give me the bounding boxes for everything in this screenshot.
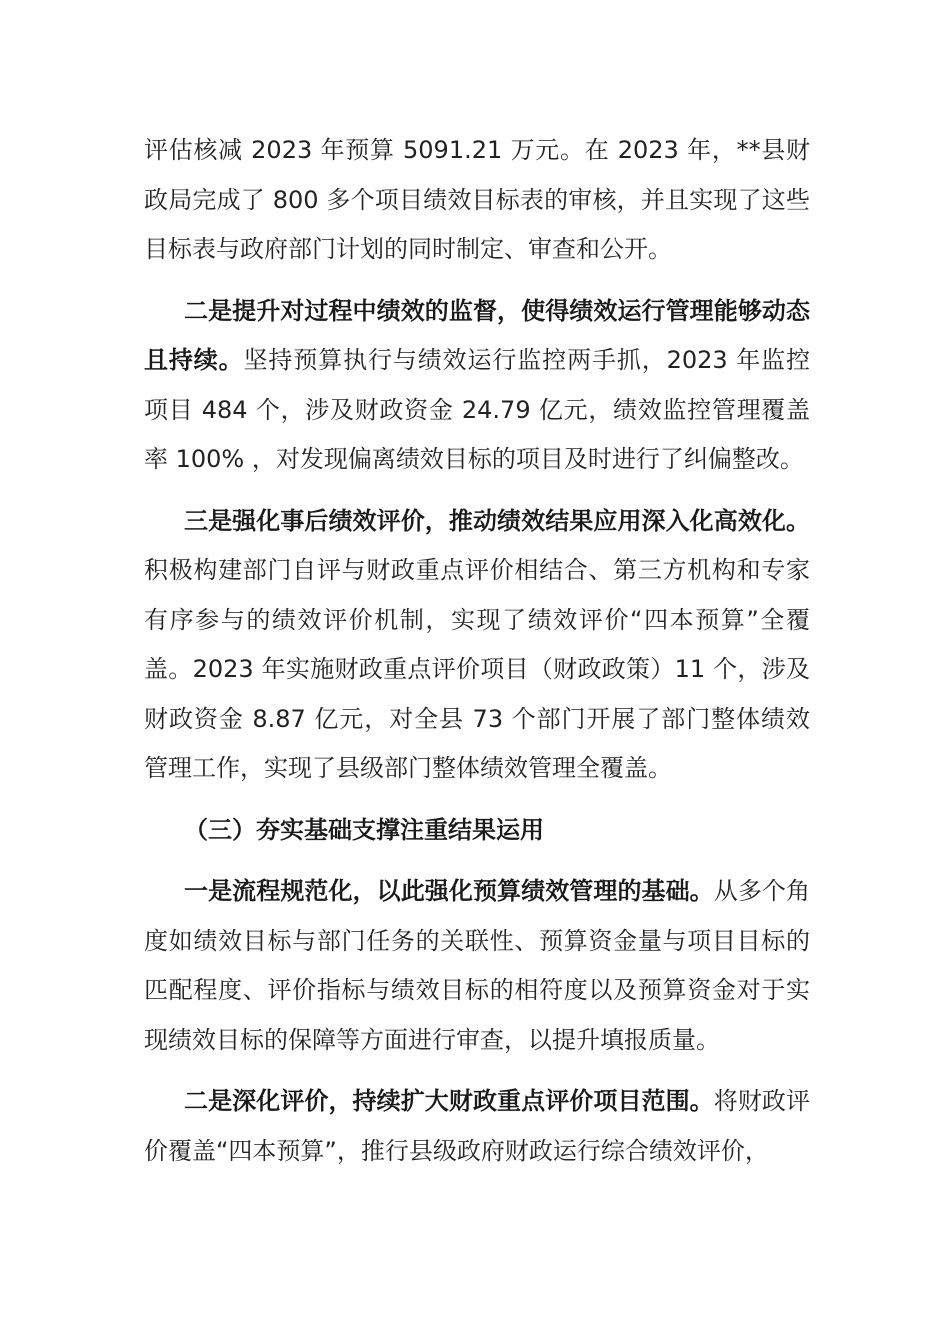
- paragraph-text: 评估核减 2023 年预算 5091.21 万元。在 2023 年，**县财政局完成了 800 多个项目绩效目标表的审核，并且实现了这些目标表与政府部门计划的同时制定、审查和公开。: [144, 136, 810, 263]
- paragraph-lead: 三是强化事后绩效评价，推动绩效结果应用深入化高效化。: [184, 506, 810, 535]
- paragraph-budget-review: [144, 126, 810, 275]
- paragraph-text: 积极构建部门自评与财政重点评价相结合、第三方机构和专家有序参与的绩效评价机制，实现了绩效评价“四本预算”全覆盖。2023 年实施财政重点评价项目（财政政策）11 个，涉及财政资金 8.87 亿元，对全县 73 个部门开展了部门整体绩效管理工作，实现了县级部门整体绩效管理全覆盖。: [144, 556, 810, 782]
- section-heading: （三）夯实基础支撑注重结果运用: [184, 815, 544, 844]
- paragraph-lead: 一是流程规范化，以此强化预算绩效管理的基础。: [184, 877, 714, 905]
- paragraph-text: 从多个角度如绩效目标与部门任务的关联性、预算资金量与项目目标的匹配程度、评价指标与绩效目标的相符度以及预算资金对于实现绩效目标的保障等方面进行审查，以提升填报质量。: [144, 877, 811, 1054]
- paragraph-process-monitoring: [144, 287, 810, 485]
- paragraph-lead: 二是深化评价，持续扩大财政重点评价项目范围。: [184, 1087, 714, 1115]
- paragraph-process-standardization: [144, 867, 810, 1065]
- document-page: [144, 126, 810, 1188]
- paragraph-lead: 二是提升对过程中绩效的监督，使得绩效运行管理能够动态且持续。: [144, 296, 810, 374]
- paragraph-text: 坚持预算执行与绩效运行监控两手抓，2023 年监控项目 484 个，涉及财政资金 24.79 亿元，绩效监控管理覆盖率 100% ，对发现偏离绩效目标的项目及时进行了纠偏整改。: [144, 346, 810, 473]
- paragraph-text: 将财政评价覆盖“四本预算”，推行县级政府财政运行综合绩效评价，: [144, 1087, 811, 1165]
- paragraph-post-evaluation: [144, 497, 810, 794]
- paragraph-deepen-evaluation: [144, 1077, 810, 1176]
